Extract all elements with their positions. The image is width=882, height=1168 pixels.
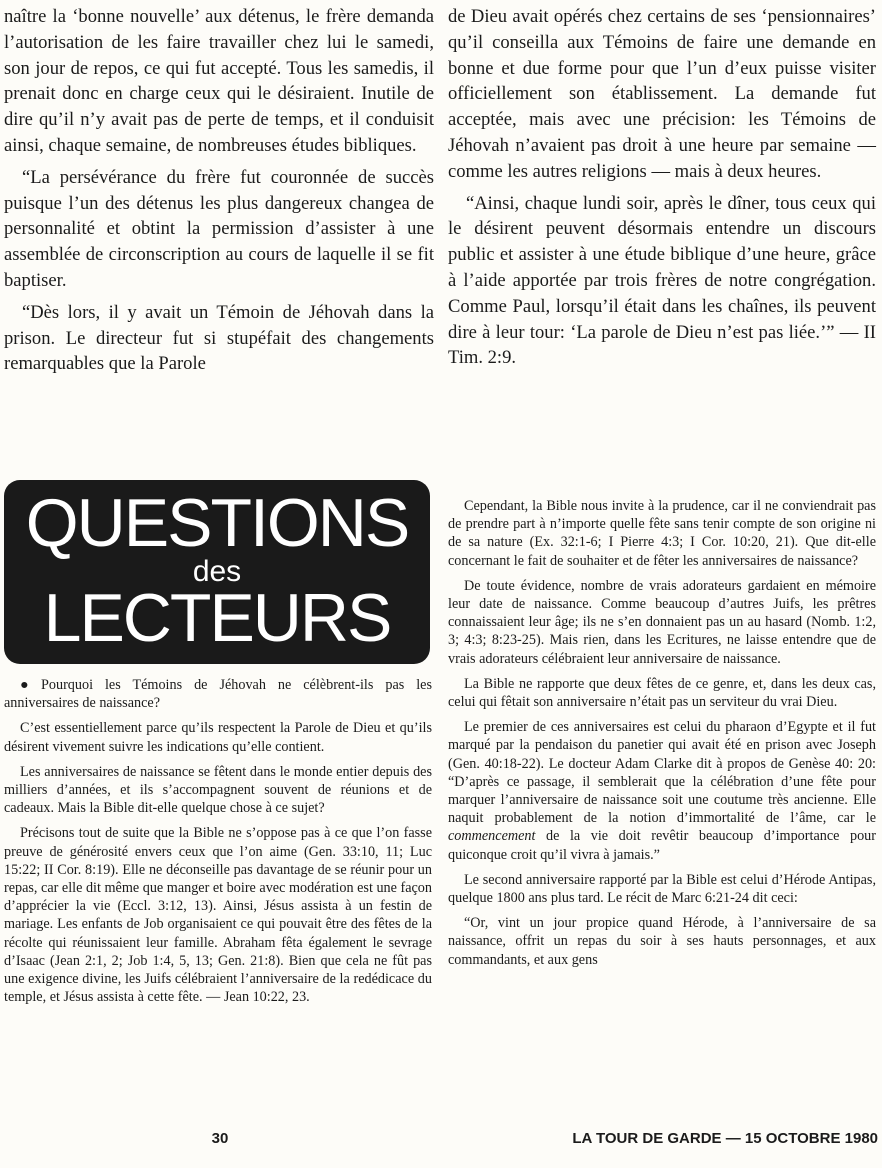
paragraph: “Or, vint un jour propice quand Hérode, à l’anniversaire de sa naissance, offrit un repas du soir à ses hauts personnages, et aux commandants, et aux gens bbox=[448, 915, 876, 968]
paragraph: Cependant, la Bible nous invite à la prudence, car il ne conviendrait pas de prendre part à n’importe quelle fête sans tenir compte de son origine ni de sa nature (Ex. 32:1-6; I Pierre 4:3; I Cor. 10:20, 21). Que dit-elle concernant le fait de souhaiter et de fêter les anniversaires de naissance? bbox=[448, 498, 876, 569]
header-line-lecteurs: LECTEURS bbox=[43, 580, 391, 656]
bottom-right-column bbox=[448, 497, 876, 976]
paragraph: “Ainsi, chaque lundi soir, après le dîner, tous ceux qui le désirent peuvent désormais entendre un discours public et assister à une étude biblique d’une heure, grâce à l’aide apportée par trois frères de notre congrégation. Comme Paul, lorsqu’il était dans les chaînes, ils peuvent dire à leur tour: ‘La parole de Dieu n’est pas liée.’” — II Tim. 2:9. bbox=[448, 192, 876, 369]
top-right-column bbox=[448, 4, 876, 377]
paragraph: De toute évidence, nombre de vrais adorateurs gardaient en mémoire leur date de naissance. Comme beaucoup d’autres Juifs, les prêtres connaissaient leur âge; ils ne s’en donnaient pas un au hasard (Nomb. 1:2, 3; 4:3; 8:23-25). Mais rien, dans les Ecritures, ne laisse entendre que de vrais adorateurs célébraient leur anniversaire de naissance. bbox=[448, 577, 876, 667]
questions-des-lecteurs-header bbox=[4, 480, 430, 664]
text-span: de la vie doit revêtir beaucoup d’importance pour quiconque croit qu’il vivra à jamais.” bbox=[448, 828, 876, 863]
paragraph: C’est essentiellement parce qu’ils respectent la Parole de Dieu et qu’ils désirent vivement suivre les indications qu’elle contient. bbox=[4, 720, 432, 755]
paragraph: de Dieu avait opérés chez certains de ses ‘pensionnaires’ qu’il conseilla aux Témoins de faire une demande en bonne et due forme pour que l’un d’eux puisse visiter officiellement son établissement. La demande fut acceptée, mais avec une précision: les Témoins de Jéhovah n’avaient pas droit à une heure par semaine — comme les autres religions — mais à deux heures. bbox=[448, 6, 876, 182]
paragraph: “La persévérance du frère fut couronnée de succès puisque l’un des détenus les plus dangereux changea de personnalité et obtint la permission d’assister à une assemblée de circonscription au cours de laquelle il se fit baptiser. bbox=[4, 166, 434, 291]
paragraph: Le second anniversaire rapporté par la Bible est celui d’Hérode Antipas, quelque 1800 ans plus tard. Le récit de Marc 6:21-24 dit ceci: bbox=[448, 871, 876, 907]
question-text: Pourquoi les Témoins de Jéhovah ne célèbrent-ils pas les anniversaires de naissance? bbox=[4, 677, 432, 712]
running-title: LA TOUR DE GARDE — 15 OCTOBRE 1980 bbox=[572, 1130, 878, 1147]
bottom-left-column bbox=[4, 676, 432, 1013]
paragraph: “Dès lors, il y avait un Témoin de Jéhovah dans la prison. Le directeur fut si stupéfait des changements remarquables que la Parole bbox=[4, 301, 434, 375]
paragraph: La Bible ne rapporte que deux fêtes de ce genre, et, dans les deux cas, celui qui fêtait son anniversaire n’était pas un serviteur du vrai Dieu. bbox=[448, 675, 876, 711]
paragraph: Précisons tout de suite que la Bible ne s’oppose pas à ce que l’on fasse preuve de générosité envers ceux que l’on aime (Gen. 33:10, 11; Luc 15:22; II Cor. 8:19). Elle ne déconseille pas davantage de se réunir pour un repas, car elle dit même que manger et boire avec modération est une façon d’apprécier la vie (Eccl. 3:12, 13). Ainsi, Jésus assista à un festin de mariage. Les enfants de Job organisaient ce qui pouvait être des fêtes de la récolte qui réunissaient leur famille. Abraham fêta également le sevrage d’Isaac (Jean 2:1, 2; Job 1:4, 5, 13; Gen. 21:8). Bien que cela ne fût pas une exigence divine, les Juifs célébraient l’anniversaire de la redédicace du temple, et Jésus assista à cette fête. — Jean 10:22, 23. bbox=[4, 825, 432, 1006]
page-number: 30 bbox=[211, 1130, 229, 1147]
paragraph: naître la ‘bonne nouvelle’ aux détenus, le frère demanda l’autorisation de les faire travailler chez lui le samedi, son jour de repos, ce qui fut accepté. Tous les samedis, il prenait donc en charge ceux qui le désiraient. Inutile de dire qu’il n’y avait pas de perte de temps, et il conduisit ainsi, chaque semaine, de nombreuses études bibliques. bbox=[4, 6, 434, 156]
top-left-column bbox=[4, 4, 434, 383]
paragraph: Les anniversaires de naissance se fêtent dans le monde entier depuis des milliers d’années, et ils s’accompagnent souvent de réunions et de cadeaux. Mais la Bible dit-elle quelque chose à ce sujet? bbox=[4, 763, 432, 817]
question-paragraph bbox=[4, 676, 432, 712]
text-span: Le premier de ces anniversaires est celui du pharaon d’Egypte et il fut marqué par la pendaison du panetier qui avait été en prison avec Joseph (Gen. 40:18-22). Le docteur Adam Clarke dit à propos de Genèse 40: 20: “D’après ce passage, il semblerait que la célébration d’une fête pour marquer l’anniversaire de naissance soit une coutume très ancienne. Elle naquit probablement de la notion d’immortalité de l’âme, car le bbox=[448, 719, 876, 827]
paragraph bbox=[448, 718, 876, 864]
header-line-questions: QUESTIONS bbox=[25, 485, 409, 561]
header-line-des: des bbox=[192, 555, 242, 588]
bullet-icon: ● bbox=[20, 677, 37, 693]
italic-word: commencement bbox=[448, 828, 536, 845]
